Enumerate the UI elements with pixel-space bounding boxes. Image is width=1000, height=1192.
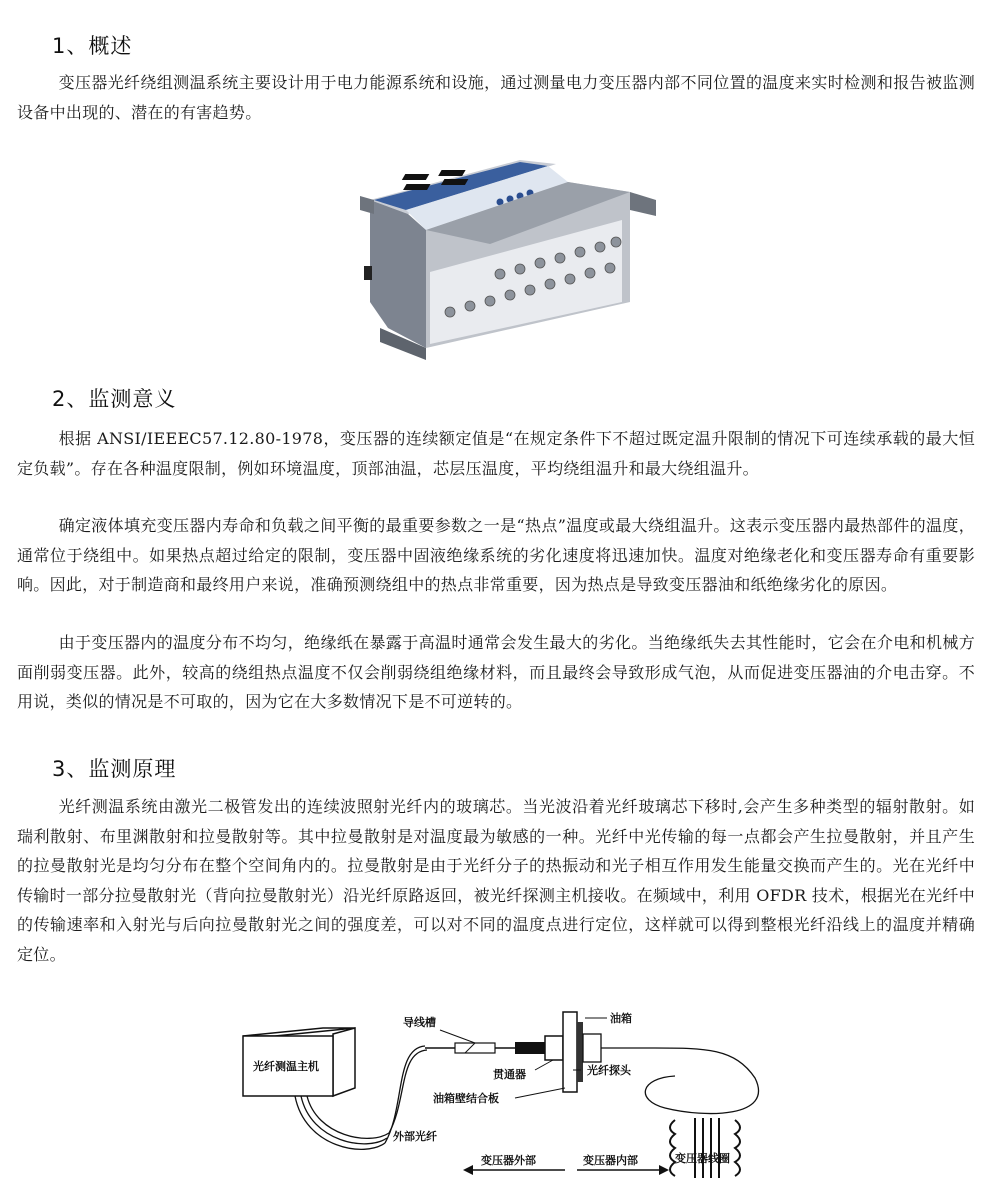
tank-wall-plate-label: 油箱壁结合板: [433, 1092, 499, 1105]
section-2-paragraph-2: 确定液体填充变压器内寿命和负载之间平衡的最重要参数之一是“热点”温度或最大绕组温升。这表示变压器内最热部件的温度，通常位于绕组中。如果热点超过给定的限制，变压器中固液绝缘系统的劣化速度将迅速加快。温度对绝缘老化和变压器寿命有重要影响。因此，对于制造商和最终用户来说，准确预测绕组中的热点非常重要，因为热点是导致变压器油和纸绝缘劣化的原因。: [17, 516, 975, 594]
external-fiber-label: 外部光纤: [393, 1130, 437, 1143]
device-image: [330, 152, 660, 362]
feedthrough-label: 贯通器: [493, 1068, 526, 1081]
section-1-heading: 1、概述: [52, 34, 133, 58]
section-2-heading: 2、监测意义: [52, 387, 177, 411]
host-box: [243, 1028, 355, 1096]
guide-groove-label: 导线槽: [403, 1016, 436, 1029]
outside-transformer-label: 变压器外部: [481, 1154, 536, 1167]
section-1-paragraph: 变压器光纤绕组测温系统主要设计用于电力能源系统和设施，通过测量电力变压器内部不同位置的温度来实时检测和报告被监测设备中出现的、潜在的有害趋势。: [17, 73, 975, 122]
transformer-coil-label: 变压器线圈: [675, 1152, 730, 1165]
section-3-heading: 3、监测原理: [52, 757, 177, 781]
fiber-probe-label: 光纤探头: [587, 1064, 631, 1077]
section-3-paragraph: 光纤测温系统由激光二极管发出的连续波照射光纤内的玻璃芯。当光波沿着光纤玻璃芯下移时,会产生多种类型的辐射散射。如瑞利散射、布里渊散射和拉曼散射等。其中拉曼散射是对温度最为敏感的一种。光纤中光传输的每一点都会产生拉曼散射，并且产生的拉曼散射光是均匀分布在整个空间角内的。拉曼散射是由于光纤分子的热振动和光子相互作用发生能量交换而产生的。光在光纤中传输时一部分拉曼散射光（背向拉曼散射光）沿光纤原路返回，被光纤探测主机接收。在频域中，利用 OFDR 技术，根据光在光纤中的传输速率和入射光与后向拉曼散射光之间的强度差，可以对不同的温度点进行定位，这样就可以得到整根光纤沿线上的温度并精确定位。: [17, 797, 975, 964]
inside-transformer-label: 变压器内部: [583, 1154, 638, 1167]
host-label: 光纤测温主机: [253, 1060, 319, 1073]
oil-tank-label: 油箱: [610, 1012, 632, 1025]
section-2-paragraph-3: 由于变压器内的温度分布不均匀，绝缘纸在暴露于高温时通常会发生最大的劣化。当绝缘纸失去其性能时，它会在介电和机械方面削弱变压器。此外，较高的绕组热点温度不仅会削弱绕组绝缘材料，而且最终会导致形成气泡，从而促进变压器油的介电击穿。不用说，类似的情况是不可取的，因为它在大多数情况下是不可逆转的。: [17, 633, 975, 711]
section-2-paragraph-1: 根据 ANSI/IEEEC57.12.80-1978，变压器的连续额定值是“在规定条件下不超过既定温升限制的情况下可连续承载的最大恒定负载”。存在各种温度限制，例如环境温度，顶部油温，芯层压温度，平均绕组温升和最大绕组温升。: [17, 429, 975, 478]
monitoring-diagram: [235, 1008, 795, 1188]
